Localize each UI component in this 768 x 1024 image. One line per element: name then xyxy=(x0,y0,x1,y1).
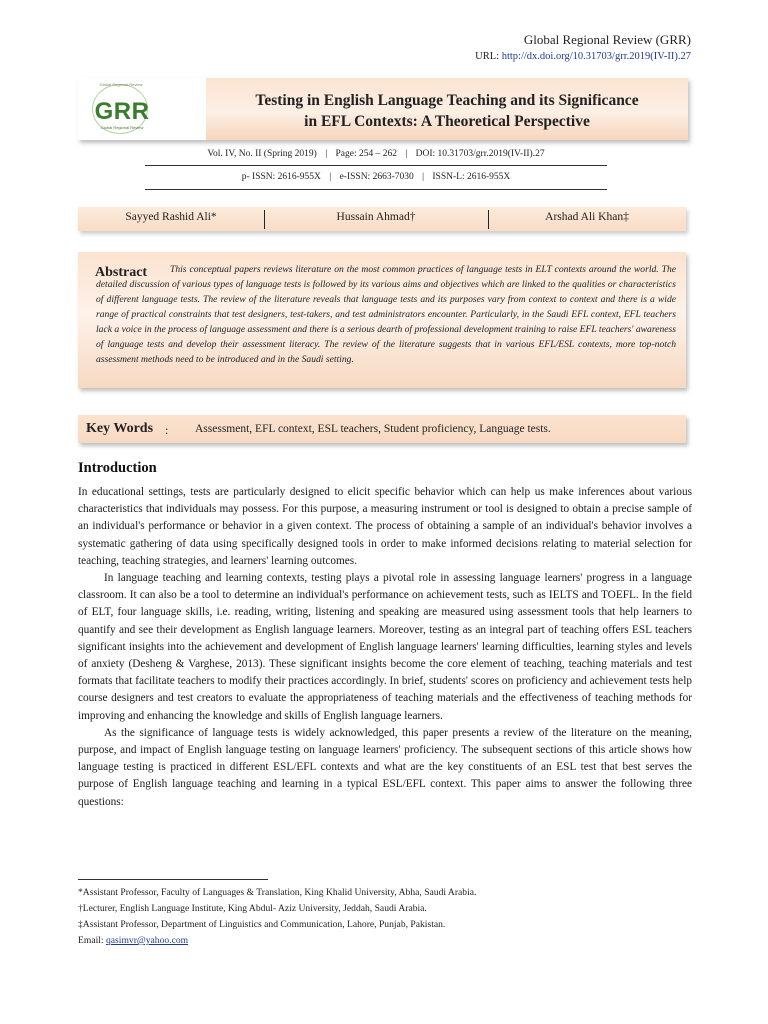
doi-url-line xyxy=(475,51,691,62)
journal-name: Global Regional Review (GRR) xyxy=(523,32,691,47)
author-1: Sayyed Rashid Ali* xyxy=(125,211,217,223)
volume-info: Vol. IV, No. II (Spring 2019) xyxy=(207,149,317,159)
paragraph: As the significance of language tests is widely acknowledged, this paper presents a review of the literature on the meaning, purpose, and impact of English language testing on language learners' proficiency. The subsequent sections of this article shows how language testing is practiced in different ESL/EFL contexts and what are the key constituents of an ESL test that best serves the purpose of English language teaching and learning in a typical ESL/EFL context. This paper aims to answer the following three questions: xyxy=(78,726,692,808)
doi-url-link[interactable]: http://dx.doi.org/10.31703/grr.2019(IV-II).27 xyxy=(501,51,691,62)
abstract-heading: Abstract xyxy=(95,265,148,280)
article-title-line-1: Testing in English Language Teaching and its Significance xyxy=(255,92,639,109)
abstract-text-block xyxy=(96,262,676,367)
issn-l: ISSN-L: 2616-955X xyxy=(432,172,511,182)
keywords-list: Assessment, EFL context, ESL teachers, Student proficiency, Language tests. xyxy=(195,423,551,435)
e-issn: e-ISSN: 2663-7030 xyxy=(339,172,414,182)
keywords-heading: Key Words xyxy=(86,421,154,436)
footnote-divider xyxy=(78,879,268,880)
keywords-colon: : xyxy=(165,423,169,437)
paragraph: In educational settings, tests are particularly designed to elicit specific behavior which can help us make inferences about various characteristics that individuals may possess. For this purpose, a measuring instrument or tool is designed to obtain a precise sample of an individual's performance or behavior in a given context. The process of obtaining a sample of an individual's behavior involves a systematic gathering of data using specifically designed tools in order to make informed decisions relating to material selection for teaching, teaching strategies, and learners' learning outcomes. xyxy=(78,486,692,567)
publication-meta: Vol. IV, No. II (Spring 2019) | Page: 254 – 262 | DOI: 10.31703/grr.2019(IV-II).27 xyxy=(207,149,545,159)
section-title: Introduction xyxy=(78,460,157,476)
abstract-text: This conceptual papers reviews literature on the most common practices of language tests in ELT contexts around the world. The detailed discussion of various types of language tests is followed by its various aims and objectives which are linked to the qualities or characteristics of different language tests. The review of the literature reveals that language tests and its purposes vary from context to context and there is a wide range of practical constraints that test designers, test-takers, and test administrators encounter. Particularly, in the Saudi EFL context, EFL teachers lack a voice in the process of language assessment and there is a serious dearth of professional development training to raise EFL teachers' awareness of language tests and develop their assessment literacy. The review of the literature suggests that in various EFL/ESL contexts, more top-notch assessment methods need to be introduced and in the Saudi setting. xyxy=(96,264,677,365)
issn-divider xyxy=(145,189,607,190)
issn-meta: p- ISSN: 2616-955X | e-ISSN: 2663-7030 | ISSN-L: 2616-955X xyxy=(241,172,511,182)
p-issn: p- ISSN: 2616-955X xyxy=(241,172,321,182)
article-title-line-2: in EFL Contexts: A Theoretical Perspective xyxy=(304,113,590,130)
footnote-1: *Assistant Professor, Faculty of Languages & Translation, King Khalid University, Abha, Saudi Arabia. xyxy=(78,887,477,898)
logo-arc-text: Global Regional Review xyxy=(99,82,143,87)
email-line xyxy=(78,933,678,949)
footnote-2: †Lecturer, English Language Institute, King Abdul- Aziz University, Jeddah, Saudi Arabia. xyxy=(78,903,427,914)
logo-text: GRR xyxy=(94,98,150,125)
doi-info: DOI: 10.31703/grr.2019(IV-II).27 xyxy=(415,149,545,159)
author-3: Arshad Ali Khan‡ xyxy=(545,211,629,223)
meta-divider xyxy=(145,165,607,166)
logo-subtitle: Global Regional Review xyxy=(100,125,144,130)
body-text xyxy=(78,484,692,811)
footnotes xyxy=(78,885,678,949)
article-title xyxy=(212,90,682,132)
url-label: URL: xyxy=(475,51,500,62)
email-label: Email: xyxy=(78,935,104,946)
email-link[interactable]: qasimvr@yahoo.com xyxy=(105,935,189,946)
author-2: Hussain Ahmad† xyxy=(336,211,416,223)
paragraph: In language teaching and learning contexts, testing plays a pivotal role in assessing language learners' progress in a language classroom. It can also be a tool to determine an individual's performance on achievement tests, such as IELTS and TOEFL. In the field of ELT, four language skills, i.e. reading, writing, listening and speaking are measured using assessment tools that help learners to quantify and see their development as English language learners. Moreover, testing as an integral part of teaching offers ESL teachers significant insights into the achievement and development of English language learners' learning difficulties, learning styles and levels of anxiety (Desheng & Varghese, 2013). These significant insights become the core element of teaching, teaching materials and test formats that facilitate teachers to modify their practices accordingly. In brief, students' scores on proficiency and achievement tests help course designers and test creators to evaluate the appropriateness of teaching materials and the effectiveness of teaching methods for improving and enhancing the knowledge and skills of English language learners. xyxy=(78,572,692,722)
footnote-3: ‡Assistant Professor, Department of Linguistics and Communication, Lahore, Punjab, Pakistan. xyxy=(78,919,446,930)
page-info: Page: 254 – 262 xyxy=(335,149,397,159)
